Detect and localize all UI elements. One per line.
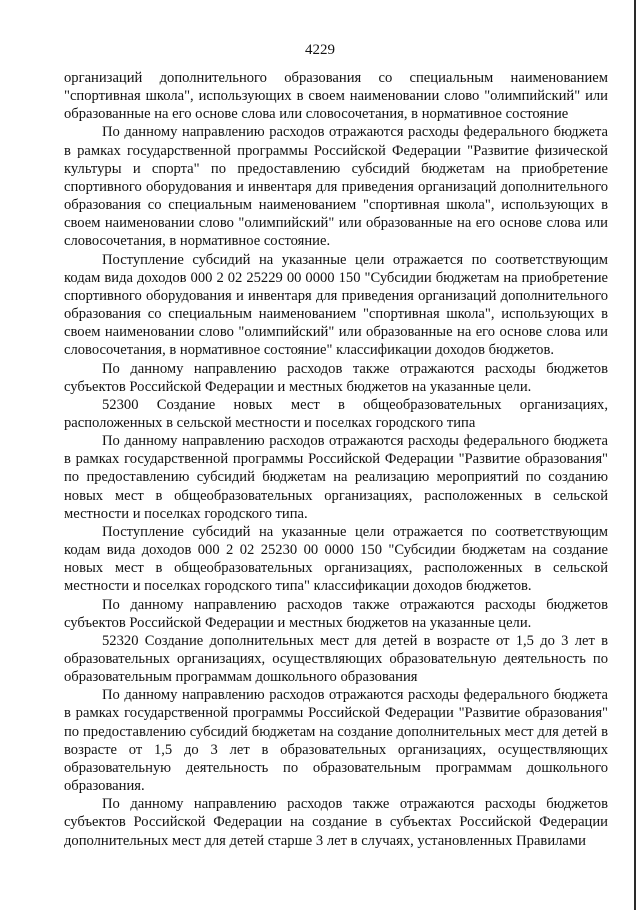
- section-heading-52320: 52320 Создание дополнительных мест для детей в возрасте от 1,5 до 3 лет в образовательных организациях, осуществляющих образовательную деятельность по образовательным программам дошкольного образования: [64, 632, 608, 686]
- paragraph: По данному направлению расходов отражаются расходы федерального бюджета в рамках государственной программы Российской Федерации "Развитие образования" по предоставлению субсидий бюджетам на реализацию мероприятий по созданию новых мест в общеобразовательных организациях, расположенных в сельской местности и поселках городского типа.: [64, 433, 608, 522]
- paragraph: Поступление субсидий на указанные цели отражается по соответствующим кодам вида доходов 000 2 02 25230 00 0000 150 "Субсидии бюджетам на создание новых мест в общеобразовательных организациях, расположенных в сельской местности и поселках городского типа" классификации доходов бюджетов.: [64, 523, 608, 595]
- page-number: 4229: [305, 42, 335, 58]
- paragraph-continuation: организаций дополнительного образования со специальным наименованием "спортивная школа", использующих в своем наименовании слово "олимпийский" или образованные на его основе слова или словосочетания, в нормативное состояние: [64, 70, 608, 123]
- section-heading-52300: 52300 Создание новых мест в общеобразовательных организациях, расположенных в сельской местности и поселках городского типа: [64, 396, 608, 431]
- paragraph: По данному направлению расходов отражаются расходы федерального бюджета в рамках государственной программы Российской Федерации "Развитие образования" по предоставлению субсидий бюджетам на создание дополнительных мест для детей в возрасте от 1,5 до 3 лет в образовательных организациях, осуществляющих образовательную деятельность по образовательным программам дошкольного образования.: [64, 687, 608, 795]
- paragraph: По данному направлению расходов также отражаются расходы бюджетов субъектов Российской Федерации и местных бюджетов на указанные цели.: [64, 596, 608, 631]
- page-edge-shadow: [634, 0, 636, 910]
- paragraph: По данному направлению расходов также отражаются расходы бюджетов субъектов Российской Федерации и местных бюджетов на указанные цели.: [64, 360, 608, 395]
- paragraph: Поступление субсидий на указанные цели отражается по соответствующим кодам вида доходов 000 2 02 25229 00 0000 150 "Субсидии бюджетам на приобретение спортивного оборудования и инвентаря для приведения организаций дополнительного образования со специальным наименованием "спортивная школа", использующих в своем наименовании слово "олимпийский" или образованные на его основе слова или словосочетания, в нормативное состояние" классификации доходов бюджетов.: [64, 251, 608, 359]
- paragraph: По данному направлению расходов отражаются расходы федерального бюджета в рамках государственной программы Российской Федерации "Развитие физической культуры и спорта" по предоставлению субсидий бюджетам на приобретение спортивного оборудования и инвентаря для приведения организаций дополнительного образования со специальным наименованием "спортивная школа", использующих в своем наименовании слово "олимпийский" или образованные на его основе слова или словосочетания, в нормативное состояние.: [64, 124, 608, 250]
- paragraph: По данному направлению расходов также отражаются расходы бюджетов субъектов Российской Федерации на создание в субъектах Российской Федерации дополнительных мест для детей старше 3 лет в случаях, установленных Правилами: [64, 796, 608, 849]
- document-body: [64, 69, 608, 850]
